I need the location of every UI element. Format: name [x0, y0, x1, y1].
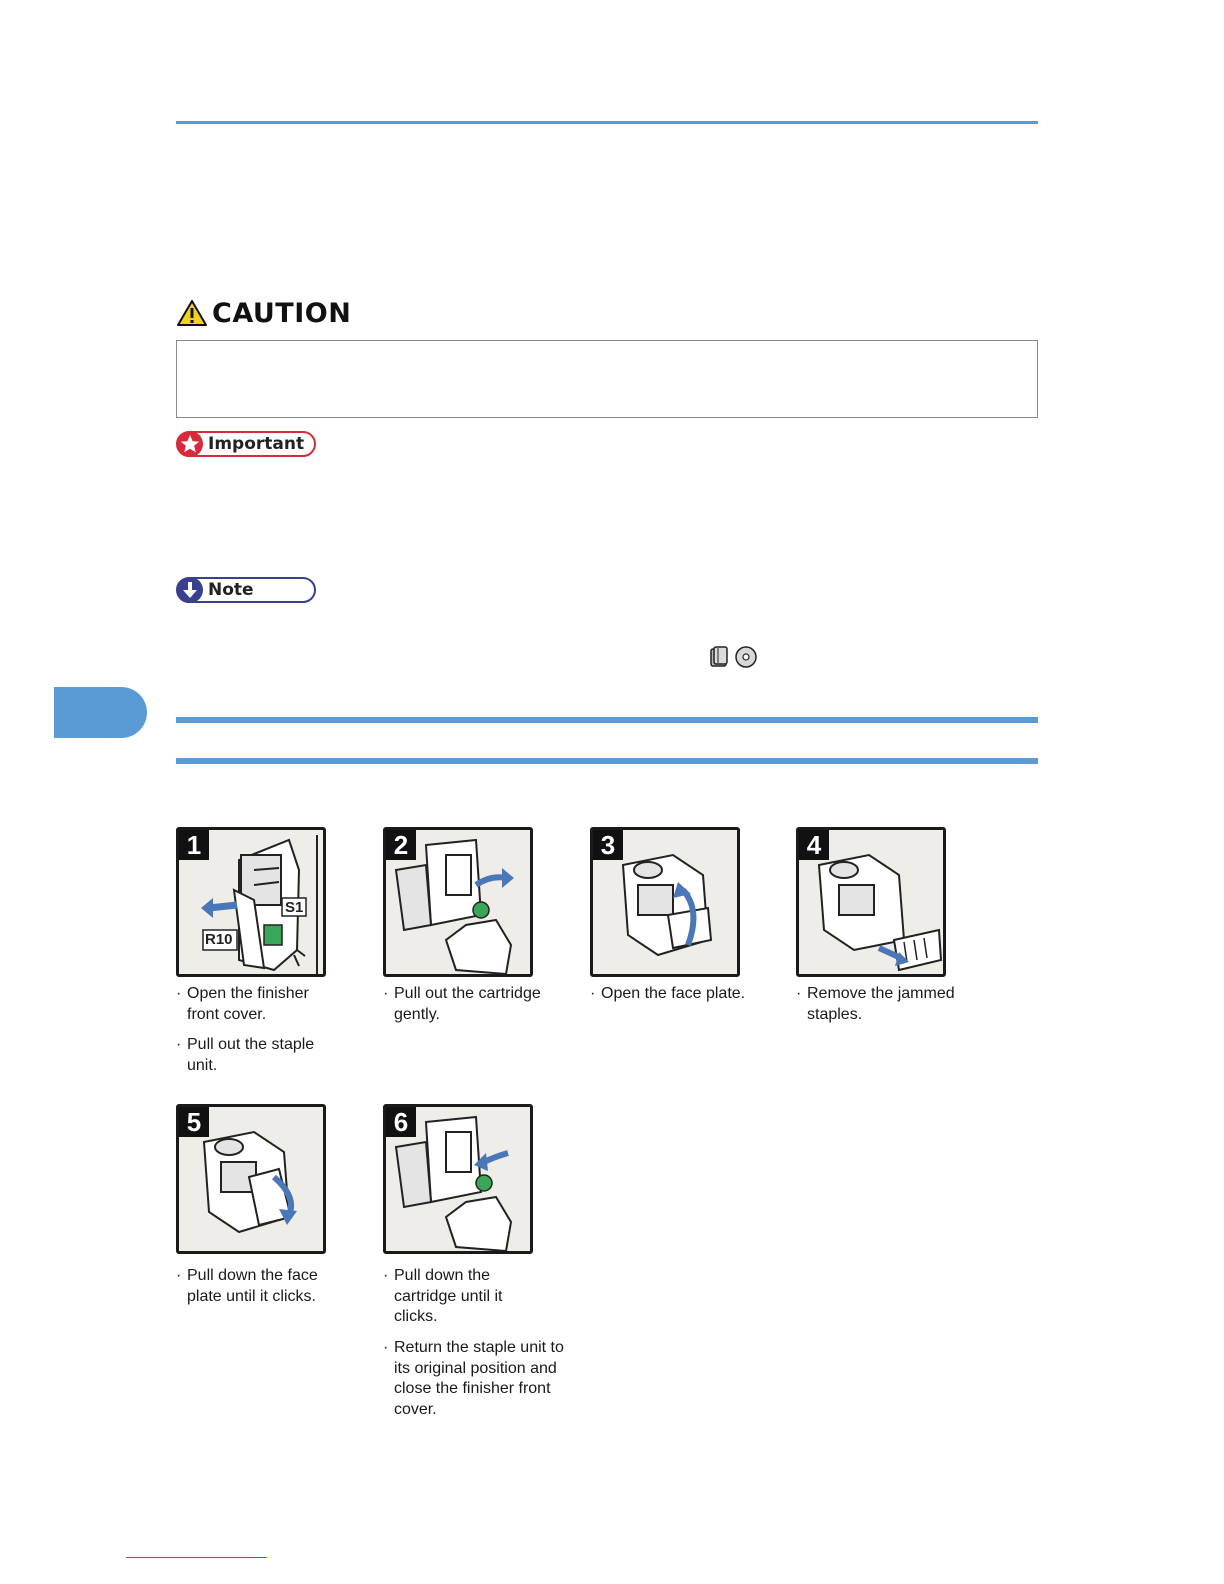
caution-heading — [176, 296, 351, 330]
step-number: 1 — [179, 830, 209, 860]
step-1-caption-1: · Open the finisher front cover. — [176, 984, 337, 1025]
note-badge — [176, 577, 316, 603]
step-4-illustration — [796, 827, 946, 977]
step-number: 6 — [386, 1107, 416, 1137]
step-6-caption-2: · Return the staple unit to its original position and close the finisher front cover. — [383, 1338, 566, 1420]
star-icon — [176, 430, 204, 458]
step-2-caption-1: · Pull out the cartridge gently. — [383, 984, 566, 1025]
callout-label-s1: S1 — [285, 899, 304, 916]
step-number: 4 — [799, 830, 829, 860]
step-number: 2 — [386, 830, 416, 860]
caution-title: CAUTION — [212, 297, 352, 329]
warning-triangle-icon — [176, 299, 208, 327]
step-3-illustration — [590, 827, 740, 977]
footer-link-line — [126, 1557, 267, 1558]
step-6-illustration — [383, 1104, 533, 1254]
step-4-caption-1: · Remove the jammed staples. — [796, 984, 979, 1025]
step-5-caption-1: · Pull down the face plate until it clicks. — [176, 1266, 339, 1307]
step-1-caption-2: · Pull out the staple unit. — [176, 1035, 337, 1076]
step-1-illustration — [176, 827, 326, 977]
note-label: Note — [208, 580, 254, 600]
chapter-tab — [54, 687, 147, 738]
step-number: 3 — [593, 830, 623, 860]
caution-box — [176, 340, 1038, 418]
step-5-illustration — [176, 1104, 326, 1254]
header-rule — [176, 121, 1038, 124]
important-badge — [176, 431, 316, 457]
step-3-caption-1: · Open the face plate. — [590, 984, 773, 1005]
step-number: 5 — [179, 1107, 209, 1137]
section-rule-bottom — [176, 758, 1038, 764]
callout-label-r10: R10 — [205, 931, 233, 948]
step-6-caption-1: · Pull down the cartridge until it clicks. — [383, 1266, 530, 1328]
section-rule-top — [176, 717, 1038, 723]
down-arrow-icon — [176, 576, 204, 604]
important-label: Important — [208, 434, 305, 454]
manual-and-disc-icon — [708, 645, 760, 669]
step-2-illustration — [383, 827, 533, 977]
